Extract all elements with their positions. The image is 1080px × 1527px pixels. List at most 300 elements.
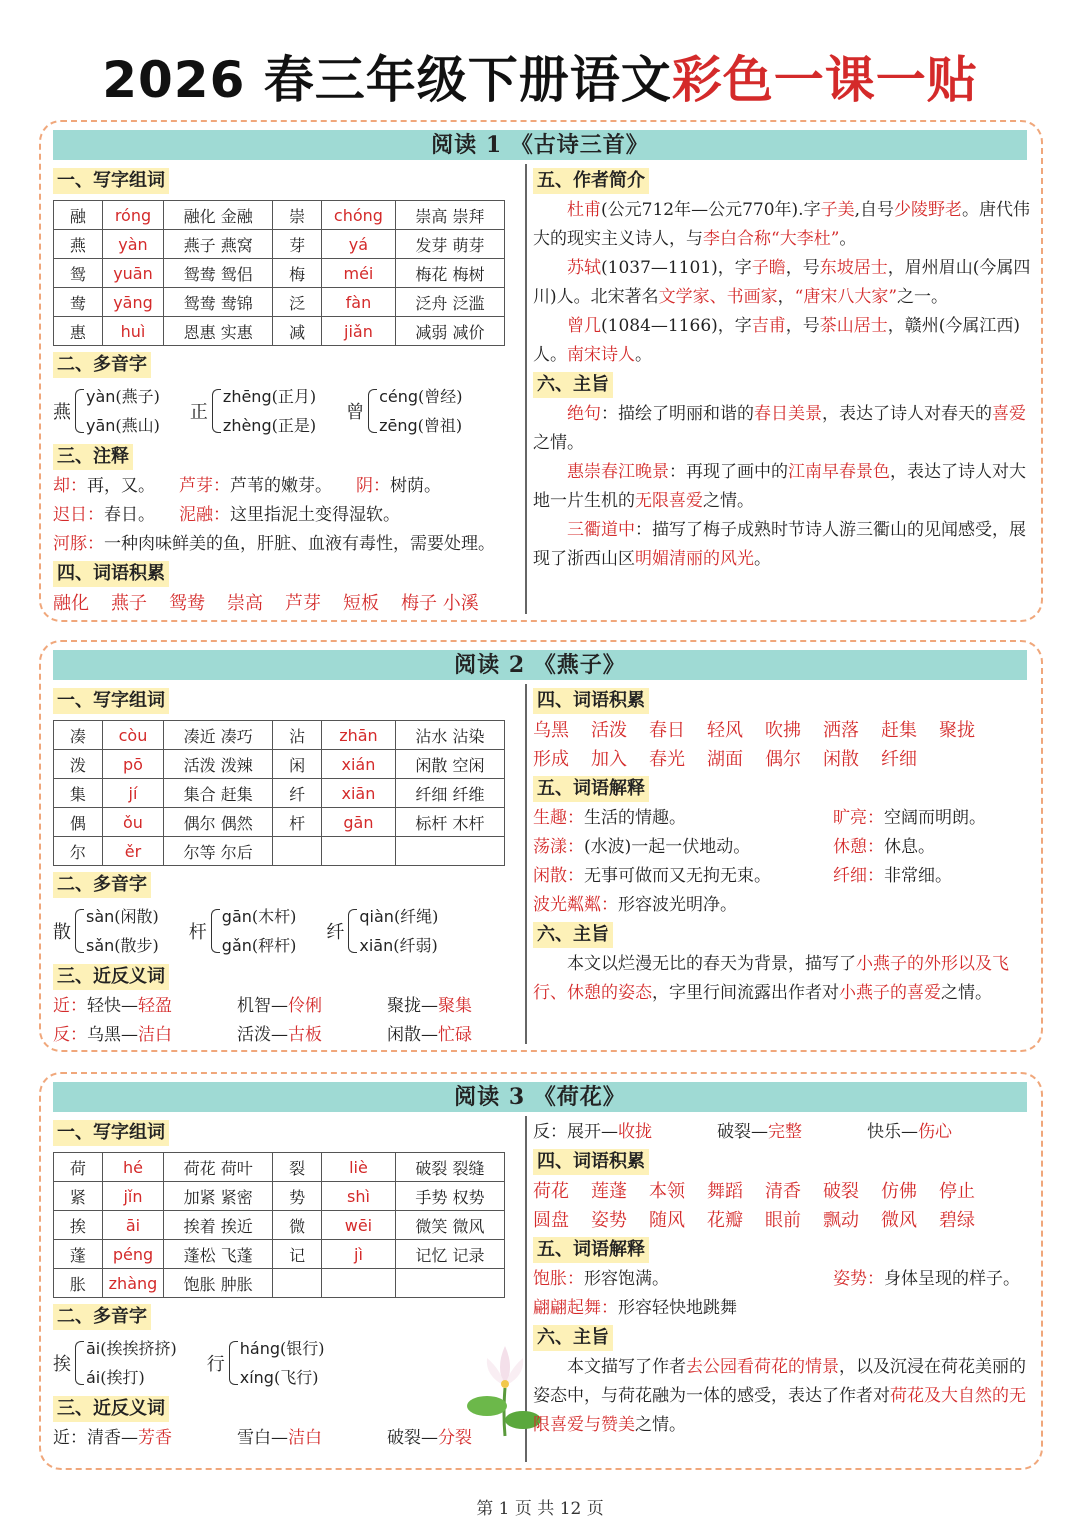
pinyin: qiàn (359, 907, 394, 926)
lesson-card-3 (39, 1072, 1043, 1470)
word-item: 短板 (343, 593, 379, 614)
word-item: 活泼 (591, 720, 627, 741)
polyphone-char: 杆 (188, 922, 207, 943)
synonym-word: 完整 (768, 1122, 802, 1142)
note-def: 树荫。 (390, 476, 441, 496)
table-cell: 减弱 减价 (395, 317, 504, 346)
polyphone-item (223, 411, 316, 440)
table-cell: liè (322, 1153, 396, 1182)
table-cell (273, 837, 322, 866)
explain-def: 无事可做而又无拘无束。 (584, 866, 771, 886)
explain-def: 形容饱满。 (584, 1269, 669, 1289)
synonym-list (53, 992, 519, 1050)
polyphone-item (222, 902, 297, 931)
antonym-pair: 展开—收拢 (567, 1122, 652, 1142)
word-item: 清香 (765, 1181, 801, 1202)
synonym-word: 伶俐 (288, 996, 322, 1016)
table-cell: ěr (102, 837, 163, 866)
notes-list (53, 472, 519, 559)
table-cell: 燕 (54, 230, 103, 259)
table-cell: zhàng (102, 1269, 163, 1298)
author-para: 曾几(1084—1166)，字吉甫，号茶山居士，赣州(今属江西)人。南宋诗人。 (533, 316, 1021, 365)
explain-def: (水波)一起一伏地动。 (584, 837, 751, 857)
section-heading: 二、多音字 (53, 352, 151, 378)
note-row (53, 530, 519, 559)
table-row (54, 288, 505, 317)
table-cell: āi (102, 1211, 163, 1240)
note-term: 阴： (356, 476, 390, 496)
polyphone-item (379, 382, 462, 411)
table-cell: 融 (54, 201, 103, 230)
synonym-row (53, 1021, 519, 1050)
table-cell: 芽 (273, 230, 322, 259)
word-item: 微风 (881, 1210, 917, 1231)
polyphone-char: 散 (53, 922, 71, 943)
synonym-label: 近： (53, 996, 87, 1016)
synonym-word: 洁白 (138, 1025, 172, 1045)
table-cell (395, 837, 504, 866)
explain-item (533, 804, 833, 833)
section-heading: 二、多音字 (53, 1304, 151, 1330)
author-para: 杜甫(公元712年—公元770年).字子美,自号少陵野老。唐代伟大的现实主义诗人，与李白合称“大李杜”。 (533, 200, 1030, 249)
table-row (54, 317, 505, 346)
table-cell: 集 (54, 779, 103, 808)
antonym-pair: 快乐—伤心 (867, 1122, 952, 1142)
table-cell: 荷花 荷叶 (164, 1153, 273, 1182)
word-list (533, 716, 1033, 774)
example-word: (银行) (280, 1339, 325, 1358)
word-item: 轻风 (707, 720, 743, 741)
pinyin: sàn (86, 907, 115, 926)
word-item: 融化 (53, 593, 89, 614)
theme-para: 三衢道中：描写了梅子成熟时节诗人游三衢山的见闻感受，展现了浙西山区明媚清丽的风光。 (533, 520, 1026, 569)
polyphone-char: 曾 (346, 402, 365, 423)
polyphone-item (379, 411, 462, 440)
table-row (54, 1153, 505, 1182)
table-row (54, 1269, 505, 1298)
table-cell: 尔等 尔后 (164, 837, 273, 866)
explain-item (533, 891, 737, 920)
polyphone-group (53, 382, 160, 440)
polyphone-items (86, 382, 160, 440)
explain-def: 空阔而明朗。 (884, 808, 986, 828)
polyphone-char: 燕 (53, 402, 71, 423)
polyphone-items (379, 382, 462, 440)
word-item: 仿佛 (881, 1181, 917, 1202)
table-cell: 势 (273, 1182, 322, 1211)
note-item (53, 501, 155, 530)
table-cell: chóng (322, 201, 396, 230)
table-cell: 燕子 燕窝 (164, 230, 273, 259)
section-heading: 三、近反义词 (53, 964, 169, 990)
note-term: 却： (53, 476, 87, 496)
synonym-label: 反： (533, 1122, 567, 1142)
table-cell: 梅 (273, 259, 322, 288)
table-cell: 微 (273, 1211, 322, 1240)
table-cell (322, 1269, 396, 1298)
explain-list (533, 804, 1033, 920)
table-cell: 减 (273, 317, 322, 346)
explain-item (533, 833, 833, 862)
word-item: 随风 (649, 1210, 685, 1231)
table-cell: 饱胀 肿胀 (164, 1269, 273, 1298)
polyphone-item (86, 931, 159, 960)
example-word: (燕子) (115, 387, 160, 406)
table-cell (273, 1269, 322, 1298)
polyphone-item (86, 411, 160, 440)
explain-item (533, 1294, 737, 1323)
section-heading: 四、词语积累 (533, 688, 649, 714)
note-def: 芦苇的嫩芽。 (230, 476, 332, 496)
column-divider (525, 684, 527, 1044)
section-heading: 一、写字组词 (53, 1120, 169, 1146)
table-cell: jì (322, 1240, 396, 1269)
lesson-card-2 (39, 640, 1043, 1052)
theme-para: 本文以烂漫无比的春天为背景，描写了小燕子的外形以及飞行、休憩的姿态，字里行间流露出作者对小燕子的喜爱之情。 (533, 954, 1009, 1003)
explain-row (533, 1265, 1033, 1294)
table-cell: 活泼 泼辣 (164, 750, 273, 779)
table-cell: 荷 (54, 1153, 103, 1182)
explain-row (533, 862, 1033, 891)
section-heading: 一、写字组词 (53, 168, 169, 194)
table-cell: jiǎn (322, 317, 396, 346)
word-item: 姿势 (591, 1210, 627, 1231)
antonym-row (533, 1118, 1033, 1147)
section-heading: 四、词语积累 (533, 1149, 649, 1175)
synonym-word: 芳香 (138, 1428, 172, 1448)
polyphone-char: 行 (206, 1354, 225, 1375)
table-cell: yuān (102, 259, 163, 288)
note-row (53, 501, 519, 530)
explain-row (533, 804, 1033, 833)
pinyin: zhēng (222, 387, 272, 406)
note-term: 泥融： (179, 505, 230, 525)
word-item: 聚拢 (939, 720, 975, 741)
explain-def: 身体呈现的样子。 (884, 1269, 1020, 1289)
synonym-pair: 轻快—轻盈 (87, 996, 172, 1016)
explain-def: 休息。 (884, 837, 935, 857)
table-cell: 沾 (273, 721, 322, 750)
polyphone-char: 挨 (53, 1354, 71, 1375)
section-heading: 四、词语积累 (53, 561, 169, 587)
table-cell: 纤 (273, 779, 322, 808)
polyphone-group (53, 902, 159, 960)
polyphone-items (359, 902, 438, 960)
table-cell: ǒu (102, 808, 163, 837)
word-item: 荷花 (533, 1181, 569, 1202)
polyphone-item (359, 931, 438, 960)
polyphone-item (86, 902, 159, 931)
table-cell: péng (102, 1240, 163, 1269)
synonym-word: 分裂 (438, 1428, 472, 1448)
synonym-word: 古板 (288, 1025, 322, 1045)
polyphone-group (326, 902, 438, 960)
synonym-pair: 闲散—忙碌 (387, 1025, 472, 1045)
table-row (54, 779, 505, 808)
table-cell: pō (102, 750, 163, 779)
table-row (54, 721, 505, 750)
word-item: 春日 (649, 720, 685, 741)
synonym-pair: 机智—伶俐 (237, 996, 322, 1016)
word-item: 碧绿 (939, 1210, 975, 1231)
word-item: 停止 (939, 1181, 975, 1202)
table-row (54, 1182, 505, 1211)
table-cell: 纤细 纤维 (395, 779, 504, 808)
table-cell: shì (322, 1182, 396, 1211)
word-item: 春光 (649, 749, 685, 770)
brace-icon (75, 1341, 84, 1385)
example-word: (曾经) (418, 387, 463, 406)
table-cell: 偶 (54, 808, 103, 837)
pinyin: sǎn (86, 936, 115, 955)
character-table (53, 1152, 505, 1298)
table-row (54, 230, 505, 259)
word-item: 闲散 (823, 749, 859, 770)
explain-item (533, 1265, 833, 1294)
table-cell (395, 1269, 504, 1298)
explain-term: 姿势： (833, 1269, 884, 1289)
table-cell: 挨 (54, 1211, 103, 1240)
section-heading: 五、作者简介 (533, 168, 649, 194)
pinyin: zēng (379, 416, 418, 435)
table-cell: 标杆 木杆 (395, 808, 504, 837)
table-cell: jǐn (102, 1182, 163, 1211)
table-cell: 凑近 凑巧 (164, 721, 273, 750)
explain-item (533, 862, 833, 891)
brace-icon (348, 909, 357, 953)
pinyin: zhèng (222, 416, 272, 435)
explain-def: 非常细。 (884, 866, 952, 886)
table-cell: róng (102, 201, 163, 230)
word-item: 偶尔 (765, 749, 801, 770)
example-word: (挨挨挤挤) (100, 1339, 177, 1358)
note-row (53, 472, 519, 501)
polyphone-items (223, 382, 316, 440)
table-cell: xiān (322, 779, 396, 808)
table-cell: 鸳鸯 鸯锦 (164, 288, 273, 317)
polyphone-group (207, 1334, 325, 1392)
table-row (54, 1211, 505, 1240)
explain-term: 闲散： (533, 866, 584, 886)
table-row (54, 750, 505, 779)
synonym-pair: 雪白—洁白 (237, 1428, 322, 1448)
explain-item (833, 1265, 1020, 1294)
note-item (53, 472, 155, 501)
synonym-word: 聚集 (438, 996, 472, 1016)
lesson-card-1 (39, 120, 1043, 622)
table-row (54, 259, 505, 288)
example-word: (秤杆) (251, 936, 297, 955)
table-cell: jí (102, 779, 163, 808)
note-def: 春日。 (104, 505, 155, 525)
page-title (0, 42, 1080, 118)
polyphone-item (223, 382, 316, 411)
polyphone-item (240, 1363, 325, 1392)
synonym-row (53, 992, 519, 1021)
word-list (53, 589, 519, 618)
section-heading: 三、注释 (53, 444, 133, 470)
explain-term: 饱胀： (533, 1269, 584, 1289)
table-cell: 闲散 空闲 (395, 750, 504, 779)
table-cell: 破裂 裂缝 (395, 1153, 504, 1182)
synonym-word: 收拢 (618, 1122, 652, 1142)
table-cell: fàn (322, 288, 396, 317)
synonym-pair: 清香—芳香 (87, 1428, 172, 1448)
table-cell: 崇 (273, 201, 322, 230)
word-item: 芦芽 (285, 593, 321, 614)
table-cell: 沾水 沾染 (395, 721, 504, 750)
character-table (53, 200, 505, 346)
table-cell (322, 837, 396, 866)
theme-para: 惠崇春江晚景：再现了画中的江南早春景色，表达了诗人对大地一片生机的无限喜爱之情。 (533, 462, 1026, 511)
word-item: 纤细 (881, 749, 917, 770)
note-def: 一种肉味鲜美的鱼，肝脏、血液有毒性，需要处理。 (104, 534, 495, 554)
explain-term: 翩翩起舞： (533, 1298, 618, 1318)
table-cell: 记 (273, 1240, 322, 1269)
table-row (54, 1240, 505, 1269)
title-accent: 彩色一课一贴 (671, 51, 978, 109)
section-heading: 六、主旨 (533, 372, 613, 398)
note-item (356, 472, 441, 501)
word-item: 破裂 (823, 1181, 859, 1202)
explain-item (833, 804, 986, 833)
table-cell: 紧 (54, 1182, 103, 1211)
synonym-pair: 聚拢—聚集 (387, 996, 472, 1016)
word-item: 花瓣 (707, 1210, 743, 1231)
note-term: 芦芽： (179, 476, 230, 496)
polyphone-item (359, 902, 438, 931)
explain-term: 旷亮： (833, 808, 884, 828)
synonym-word: 伤心 (918, 1122, 952, 1142)
example-word: (正是) (271, 416, 317, 435)
lesson-banner: 阅读 3 《荷花》 (53, 1082, 1027, 1112)
table-cell: huì (102, 317, 163, 346)
character-table (53, 720, 505, 866)
table-cell: 尔 (54, 837, 103, 866)
example-word: (正月) (271, 387, 317, 406)
table-cell: 集合 赶集 (164, 779, 273, 808)
table-cell: 微笑 微风 (395, 1211, 504, 1240)
polyphone-items (222, 902, 297, 960)
section-heading: 三、近反义词 (53, 1396, 169, 1422)
table-cell: 泼 (54, 750, 103, 779)
pinyin: yàn (86, 387, 116, 406)
example-word: (纤绳) (393, 907, 439, 926)
table-cell: yá (322, 230, 396, 259)
table-cell: 恩惠 实惠 (164, 317, 273, 346)
polyphone-items (86, 902, 159, 960)
synonym-label: 反： (53, 1025, 87, 1045)
word-item: 梅子 小溪 (401, 593, 479, 614)
explain-row (533, 1294, 1033, 1323)
theme-para: 绝句：描绘了明丽和谐的春日美景，表达了诗人对春天的喜爱之情。 (533, 404, 1026, 453)
table-row (54, 201, 505, 230)
explain-def: 形容波光明净。 (618, 895, 737, 915)
word-item: 形成 (533, 749, 569, 770)
explain-def: 生活的情趣。 (584, 808, 686, 828)
table-cell: 手势 权势 (395, 1182, 504, 1211)
polyphone-group (190, 382, 316, 440)
word-item: 乌黑 (533, 720, 569, 741)
table-cell: xián (322, 750, 396, 779)
example-word: (挨打) (100, 1368, 145, 1387)
note-item (179, 501, 400, 530)
polyphone-item (86, 1363, 177, 1392)
word-item: 圆盘 (533, 1210, 569, 1231)
polyphone-group (346, 382, 462, 440)
note-item (179, 472, 332, 501)
polyphone-items (240, 1334, 325, 1392)
table-cell: 凑 (54, 721, 103, 750)
polyphone-char: 正 (189, 402, 208, 423)
explain-def: 形容轻快地跳舞 (618, 1298, 737, 1318)
table-cell: 梅花 梅树 (395, 259, 504, 288)
title-main: 2026 春三年级下册语文 (102, 51, 672, 109)
pinyin: xíng (239, 1368, 274, 1387)
table-cell: 偶尔 偶然 (164, 808, 273, 837)
polyphone-group (53, 1334, 177, 1392)
lesson-banner: 阅读 1 《古诗三首》 (53, 130, 1027, 160)
note-item (53, 530, 495, 559)
example-word: (木杆) (251, 907, 297, 926)
explain-term: 波光粼粼： (533, 895, 618, 915)
word-item: 洒落 (823, 720, 859, 741)
brace-icon (229, 1341, 238, 1385)
synonym-pair: 乌黑—洁白 (87, 1025, 172, 1045)
synonym-label: 近： (53, 1428, 87, 1448)
table-cell: wēi (322, 1211, 396, 1240)
pinyin: xiān (359, 936, 394, 955)
table-cell: 发芽 萌芽 (395, 230, 504, 259)
word-item: 崇高 (227, 593, 263, 614)
word-item: 湖面 (707, 749, 743, 770)
section-heading: 一、写字组词 (53, 688, 169, 714)
example-word: (燕山) (115, 416, 160, 435)
pinyin: gǎn (221, 936, 252, 955)
explain-term: 荡漾： (533, 837, 584, 857)
synonym-row (53, 1424, 519, 1453)
brace-icon (212, 389, 221, 433)
explain-list (533, 1265, 1033, 1323)
word-item: 莲蓬 (591, 1181, 627, 1202)
pinyin: āi (86, 1339, 101, 1358)
table-cell: 鸳鸯 鸳侣 (164, 259, 273, 288)
explain-item (833, 862, 952, 891)
table-cell: 鸯 (54, 288, 103, 317)
polyphone-item (222, 931, 297, 960)
synonym-word: 洁白 (288, 1428, 322, 1448)
example-word: (散步) (114, 936, 159, 955)
section-heading: 六、主旨 (533, 1325, 613, 1351)
synonym-word: 忙碌 (438, 1025, 472, 1045)
note-def: 这里指泥土变得湿软。 (230, 505, 400, 525)
explain-row (533, 891, 1033, 920)
explain-term: 休憩： (833, 837, 884, 857)
word-list (533, 1177, 1033, 1235)
table-cell: 蓬松 飞蓬 (164, 1240, 273, 1269)
word-item: 眼前 (765, 1210, 801, 1231)
polyphone-group (189, 902, 297, 960)
table-cell: 挨着 挨近 (164, 1211, 273, 1240)
word-item: 加入 (591, 749, 627, 770)
pinyin: céng (379, 387, 419, 406)
note-def: 再，又。 (87, 476, 155, 496)
lesson-banner: 阅读 2 《燕子》 (53, 650, 1027, 680)
example-word: (纤弱) (393, 936, 438, 955)
pinyin: háng (239, 1339, 280, 1358)
brace-icon (368, 389, 377, 433)
explain-term: 生趣： (533, 808, 584, 828)
